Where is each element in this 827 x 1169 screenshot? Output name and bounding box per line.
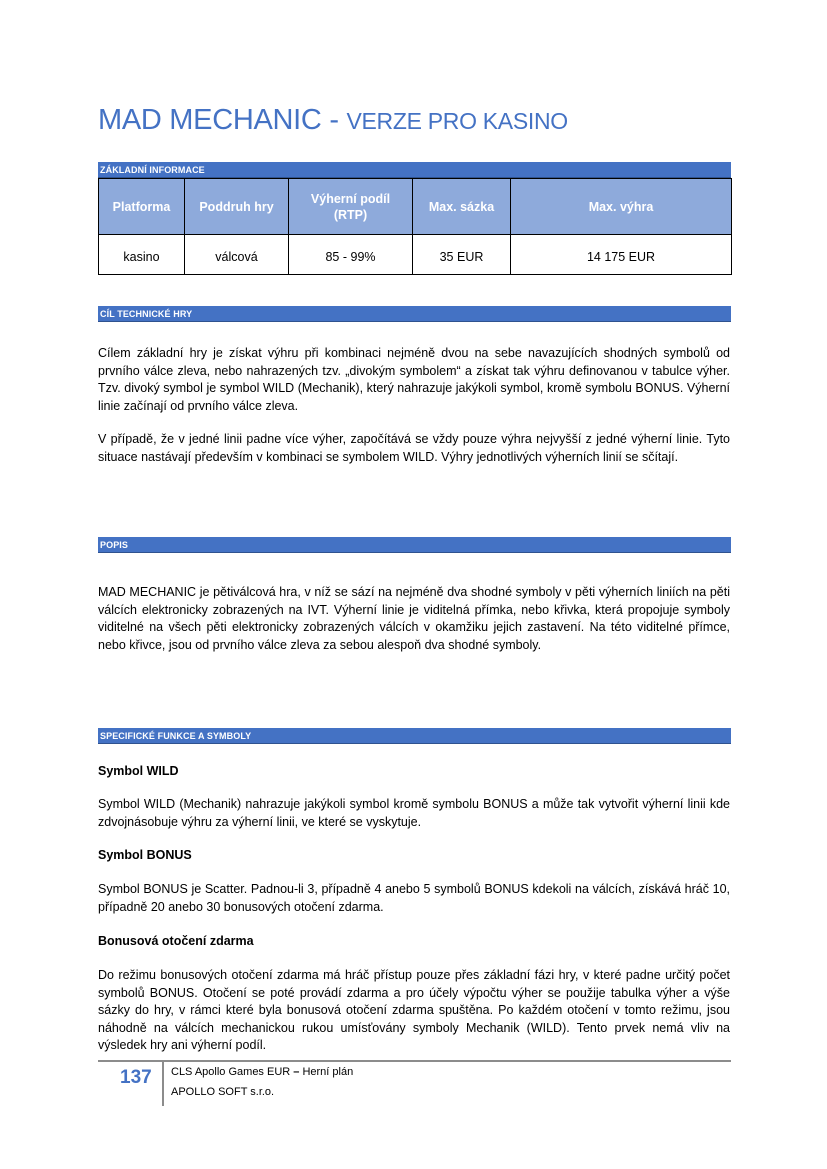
free-spins-heading: Bonusová otočení zdarma: [98, 934, 254, 948]
section-bar-features: SPECIFICKÉ FUNKCE A SYMBOLY: [98, 728, 731, 744]
footer-doc-name: CLS Apollo Games EUR: [171, 1066, 294, 1078]
footer-divider: [98, 1060, 731, 1062]
header-max-bet: Max. sázka: [413, 179, 511, 235]
wild-heading: Symbol WILD: [98, 764, 179, 778]
title-sep: -: [321, 104, 347, 136]
cell-max-bet: 35 EUR: [413, 235, 511, 275]
footer-doc-type: Herní plán: [299, 1066, 354, 1078]
table-row: [99, 235, 732, 275]
section-bar-goal: CÍL TECHNICKÉ HRY: [98, 306, 731, 322]
title-main: MAD MECHANIC: [98, 104, 322, 136]
bonus-heading: Symbol BONUS: [98, 848, 192, 862]
header-platform: Platforma: [99, 179, 185, 235]
page-title: [98, 104, 568, 137]
cell-platform: kasino: [99, 235, 185, 275]
footer-dash: –: [293, 1066, 300, 1078]
header-max-win: Max. výhra: [511, 179, 732, 235]
cell-rtp: 85 - 99%: [289, 235, 413, 275]
goal-paragraph-1: Cílem základní hry je získat výhru při kombinaci nejméně dvou na sebe navazujících shodných symbolů od prvního válce zleva, nebo nahrazených tzv. „divokým symbolem“ a získat tak výhru definovanou v tabulce výher. Tzv. divoký symbol je symbol WILD (Mechanik), který nahrazuje jakýkoli symbol, kromě symbolu BONUS. Výherní linie začínají od prvního válce zleva.: [98, 346, 730, 413]
footer-company: APOLLO SOFT s.r.o.: [171, 1086, 275, 1098]
free-spins-paragraph: Do režimu bonusových otočení zdarma má hráč přístup pouze přes základní fázi hry, v které padne určitý počet symbolů BONUS. Otočení se poté provádí zdarma a pro účely výpočtu výher se použije tabulka výher a výše sázky do hry, v rámci které byla bonusová otočení zdarma spuštěna. Po každém otočení v tomto režimu, jsou náhodně na válcích mechanickou rukou umísťovány symboly Mechanik (WILD). Tento prvek nemá vliv na výsledek hry ani výherní podíl.: [98, 968, 730, 1052]
basic-info-table: [98, 178, 732, 275]
table-header-row: [99, 179, 732, 235]
bonus-paragraph: Symbol BONUS je Scatter. Padnou-li 3, případně 4 anebo 5 symbolů BONUS kdekoli na válcích, získává hráč 10, případně 20 anebo 30 bonusových otočení zdarma.: [98, 882, 730, 914]
goal-paragraph-2: V případě, že v jedné linii padne více výher, započítává se vždy pouze výhra nejvyšší z jedné výherní linie. Tyto situace nastávají především v kombinaci se symbolem WILD. Výhry jednotlivých výherních linií se sčítají.: [98, 432, 730, 464]
wild-paragraph: Symbol WILD (Mechanik) nahrazuje jakýkoli symbol kromě symbolu BONUS a může tak vytvořit výherní linii kde zdvojnásobuje výhru za výherní linii, ve které se vyskytuje.: [98, 797, 730, 829]
description-paragraph: MAD MECHANIC je pětiválcová hra, v níž se sází na nejméně dva shodné symboly v pěti výherních liniích na pěti válcích elektronicky zobrazených na IVT. Výherní linie je viditelná přímka, nebo křivka, která propojuje symboly viditelné na všech pěti elektronicky zobrazených válcích v okamžiku jejich zastavení. Na této viditelné přímce, nebo křivce, jsou od prvního válce zleva za sebou alespoň dva shodné symboly.: [98, 585, 730, 652]
section-bar-description: POPIS: [98, 537, 731, 553]
header-rtp: Výherní podíl (RTP): [289, 179, 413, 235]
footer-separator: [162, 1062, 164, 1106]
footer-document-title: [171, 1066, 353, 1078]
header-subtype: Poddruh hry: [185, 179, 289, 235]
section-bar-basic-info: ZÁKLADNÍ INFORMACE: [98, 162, 731, 178]
cell-subtype: válcová: [185, 235, 289, 275]
title-sub: VERZE PRO KASINO: [346, 108, 568, 134]
page-number: 137: [120, 1067, 152, 1088]
cell-max-win: 14 175 EUR: [511, 235, 732, 275]
